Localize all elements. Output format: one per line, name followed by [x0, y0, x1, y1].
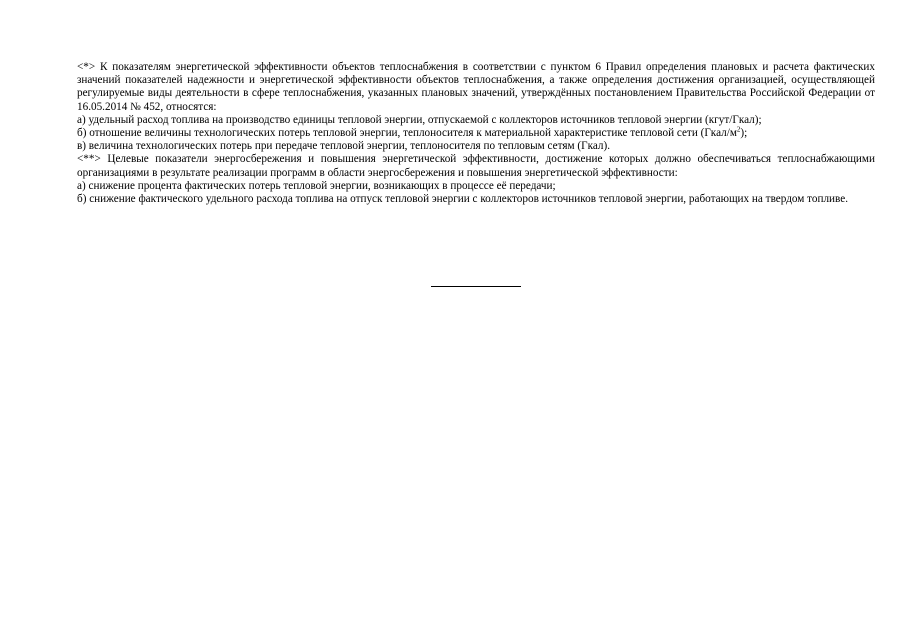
footnote-1-item-c: в) величина технологических потерь при передаче тепловой энергии, теплоносителя по тепловым сетям (Гкал).: [77, 140, 611, 153]
footnotes-block: [77, 61, 875, 206]
footnote-1-item-b-text: б) отношение величины технологических потерь тепловой энергии, теплоносителя к материальной характеристике тепловой сети (Гкал/м: [77, 127, 737, 140]
footnote-1-item-b: [77, 127, 875, 140]
footnote-2-item-a: а) снижение процента фактических потерь тепловой энергии, возникающих в процессе её передачи;: [77, 179, 556, 192]
footnote-1-item-b-end: );: [740, 127, 748, 140]
footnote-1-item-a: а) удельный расход топлива на производство единицы тепловой энергии, отпускаемой с коллекторов источников тепловой энергии (кгут/Гкал);: [77, 113, 762, 126]
footnote-1-item-b-superscript: 2: [736, 125, 741, 134]
footnote-2-text: <**> Целевые показатели энергосбережения и повышения энергетической эффективности, достижение которых должно обеспечиваться теплоснабжающими организациями в результате реализации программ в области энергосбережения и повышения энергетической эффективности:: [77, 153, 875, 179]
footnote-2-item-b: б) снижение фактического удельного расхода топлива на отпуск тепловой энергии с коллекторов источников тепловой энергии, работающих на твердом топливе.: [77, 193, 849, 206]
footnote-1-text: <*> К показателям энергетической эффективности объектов теплоснабжения в соответствии с пунктом 6 Правил определения плановых и расчета фактических значений показателей надежности и энергетической эффективности объектов теплоснабжения, а также определения достижения организацией, осуществляющей регулируемые виды деятельности в сфере теплоснабжения, указанных плановых значений, утверждённых постановлением Правительства Российской Федерации от 16.05.2014 № 452, относятся:: [77, 61, 875, 113]
separator-line: [431, 286, 521, 287]
